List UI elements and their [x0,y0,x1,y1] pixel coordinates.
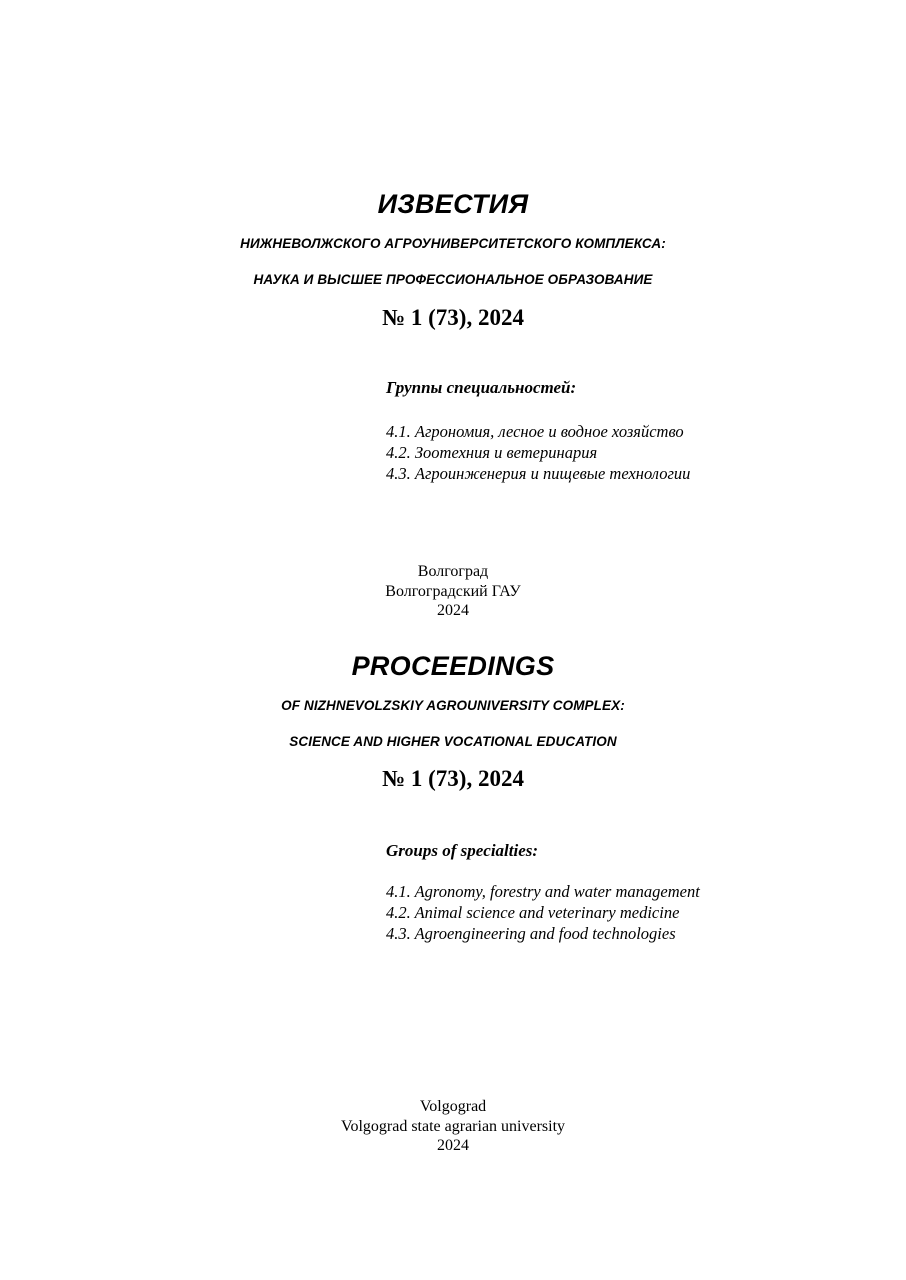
en-journal-title: PROCEEDINGS [351,651,555,681]
ru-specialty-item: 4.1. Агрономия, лесное и водное хозяйство [386,422,684,441]
ru-groups-heading: Группы специальностей: [386,378,577,397]
en-imprint [0,1097,906,1156]
ru-journal-subtitle-line2: НАУКА И ВЫСШЕЕ ПРОФЕССИОНАЛЬНОЕ ОБРАЗОВАНИЕ [253,272,653,287]
ru-specialties-list [386,421,690,484]
en-journal-subtitle-line2: SCIENCE AND HIGHER VOCATIONAL EDUCATION [289,734,617,749]
en-groups-heading: Groups of specialties: [386,841,539,860]
ru-specialty-item: 4.2. Зоотехния и ветеринария [386,443,598,462]
en-issue-number: № 1 (73), 2024 [382,766,524,791]
en-journal-subtitle-line1: OF NIZHNEVOLZSKIY AGROUNIVERSITY COMPLEX: [281,698,625,713]
en-specialty-item: 4.2. Animal science and veterinary medicine [386,903,680,922]
en-specialty-item: 4.3. Agroengineering and food technologies [386,924,676,943]
ru-imprint-year: 2024 [437,602,469,619]
ru-issue-number: № 1 (73), 2024 [382,305,524,330]
ru-imprint-city: Волгоград [417,563,489,580]
ru-imprint [0,562,906,621]
en-imprint-city: Volgograd [419,1098,487,1115]
ru-journal-title: ИЗВЕСТИЯ [377,189,529,219]
en-imprint-publisher: Volgograd state agrarian university [340,1117,566,1135]
ru-journal-subtitle-line1: НИЖНЕВОЛЖСКОГО АГРОУНИВЕРСИТЕТСКОГО КОМПЛЕКСА: [240,236,666,251]
ru-imprint-publisher: Волгоградский ГАУ [385,582,521,600]
en-specialty-item: 4.1. Agronomy, forestry and water management [386,882,700,901]
en-imprint-year: 2024 [437,1137,469,1154]
ru-specialty-item: 4.3. Агроинженерия и пищевые технологии [386,464,691,483]
en-specialties-list [386,881,700,944]
